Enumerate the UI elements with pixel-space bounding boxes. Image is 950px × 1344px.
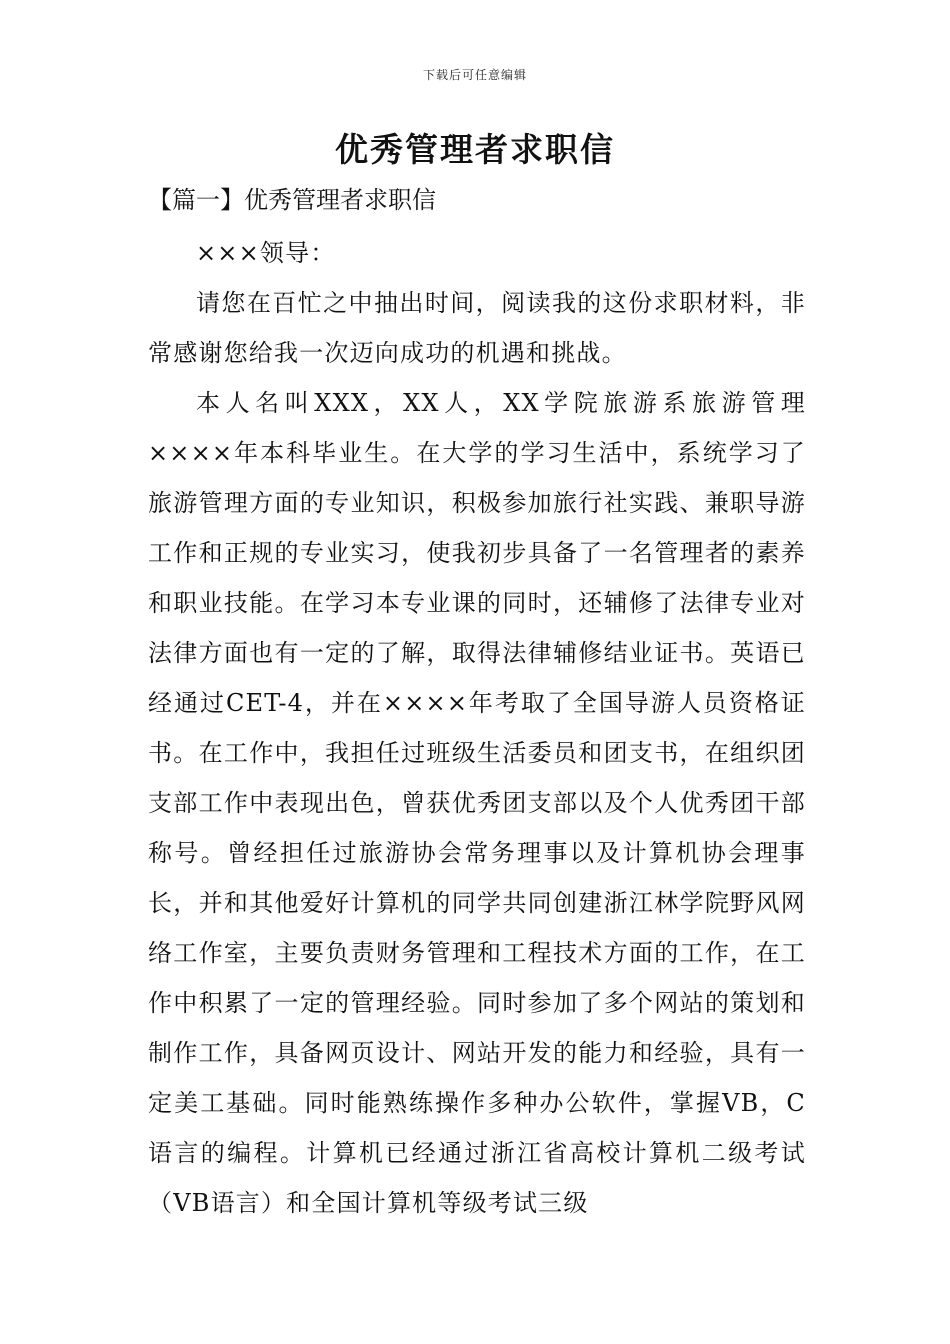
document-title: 优秀管理者求职信 bbox=[335, 130, 615, 169]
letter-body bbox=[148, 228, 806, 1228]
section-heading: 【篇一】优秀管理者求职信 bbox=[148, 186, 436, 214]
header-note: 下载后可任意编辑 bbox=[422, 68, 527, 82]
salutation: ×××领导： bbox=[196, 239, 336, 267]
paragraph-intro: 请您在百忙之中抽出时间，阅读我的这份求职材料，非常感谢您给我一次迈向成功的机遇和挑战。 bbox=[148, 289, 806, 367]
paragraph-background: 本人名叫XXX，XX人，XX学院旅游系旅游管理××××年本科毕业生。在大学的学习生活中，系统学习了旅游管理方面的专业知识，积极参加旅行社实践、兼职导游工作和正规的专业实习，使我初步具备了一名管理者的素养和职业技能。在学习本专业课的同时，还辅修了法律专业对法律方面也有一定的了解，取得法律辅修结业证书。英语已经通过CET-4，并在××××年考取了全国导游人员资格证书。在工作中，我担任过班级生活委员和团支书，在组织团支部工作中表现出色，曾获优秀团支部以及个人优秀团干部称号。曾经担任过旅游协会常务理事以及计算机协会理事长，并和其他爱好计算机的同学共同创建浙江林学院野风网络工作室，主要负责财务管理和工程技术方面的工作，在工作中积累了一定的管理经验。同时参加了多个网站的策划和制作工作，具备网页设计、网站开发的能力和经验，具有一定美工基础。同时能熟练操作多种办公软件，掌握VB，C语言的编程。计算机已经通过浙江省高校计算机二级考试（VB语言）和全国计算机等级考试三级 bbox=[148, 389, 806, 1217]
